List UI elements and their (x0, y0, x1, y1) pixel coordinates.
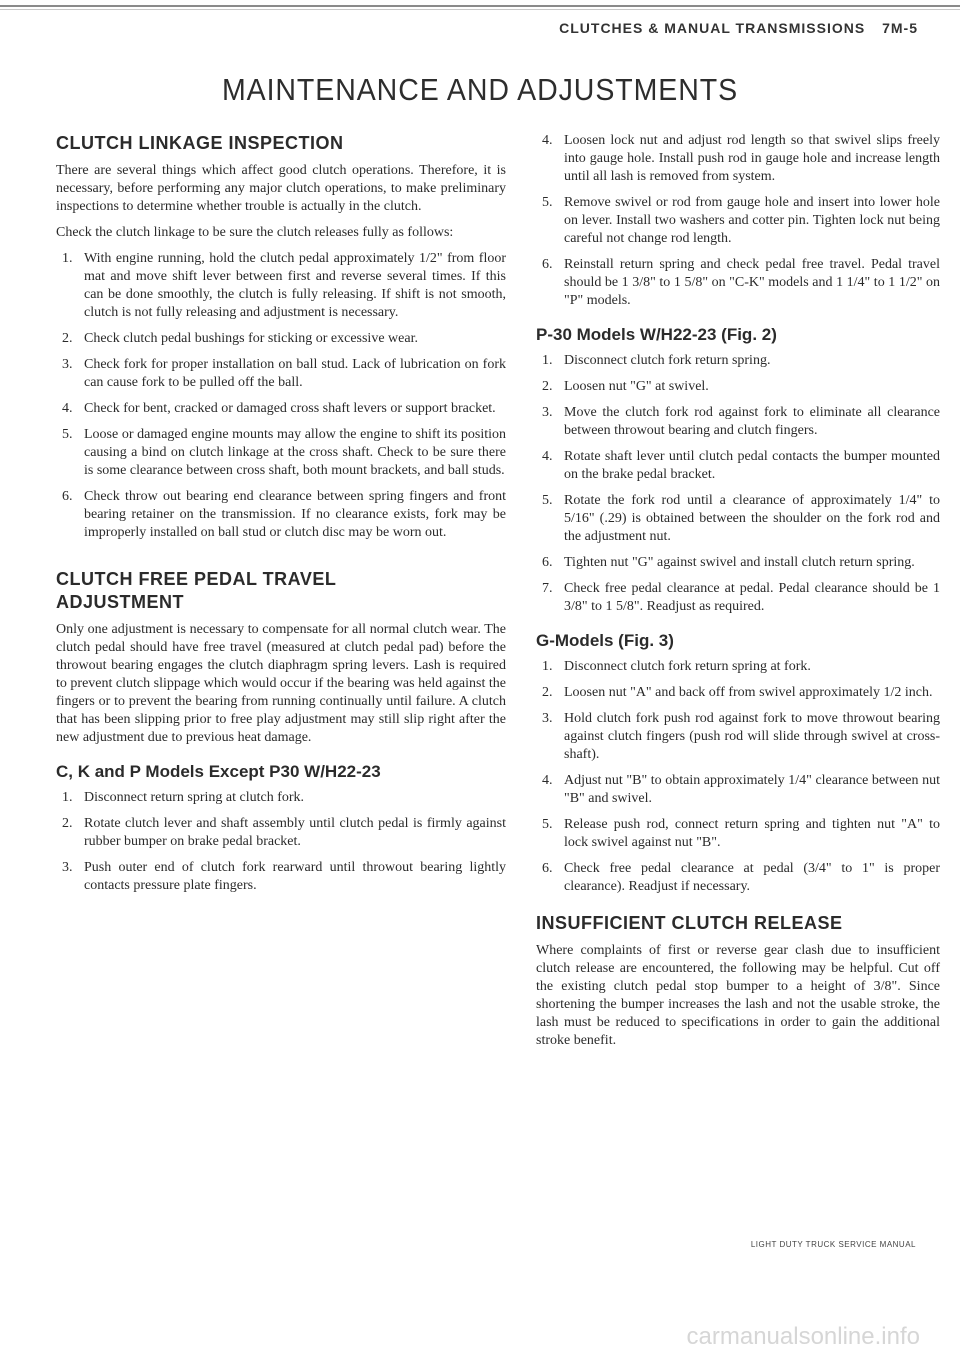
item-text: Check clutch pedal bushings for sticking or excessive wear. (84, 331, 418, 346)
list-item (56, 815, 506, 851)
item-number: 6. (542, 861, 553, 876)
item-number: 4. (542, 449, 553, 464)
heading-insufficient-clutch-release: INSUFFICIENT CLUTCH RELEASE (536, 913, 843, 933)
top-rule-secondary (0, 9, 960, 10)
item-number: 1. (542, 353, 553, 368)
list-item (56, 356, 506, 392)
heading-ckp-models: C, K and P Models Except P30 W/H22-23 (56, 762, 381, 781)
list-item (56, 859, 506, 895)
item-number: 2. (542, 379, 553, 394)
list-item (536, 352, 940, 370)
list-item (536, 256, 940, 310)
list-item (56, 250, 506, 322)
item-text: Check throw out bearing end clearance between spring fingers and front bearing retainer on the transmission. If no clearance exists, fork may be improperly installed on ball stud or clutch disc may be worn out. (84, 489, 506, 540)
item-text: Check fork for proper installation on ball stud. Lack of lubrication on fork can cause fork to be pulled off the ball. (84, 357, 506, 390)
item-text: Reinstall return spring and check pedal free travel. Pedal travel should be 1 3/8" to 1 5/8" on "C-K" models and 1 1/4" to 1 1/2" on "P" models. (564, 257, 940, 308)
item-number: 1. (62, 251, 73, 266)
item-number: 2. (62, 331, 73, 346)
item-text: Tighten nut "G" against swivel and install clutch return spring. (564, 555, 915, 570)
page-title: MAINTENANCE AND ADJUSTMENTS (221, 72, 739, 107)
list-item (536, 772, 940, 808)
list-item (536, 132, 940, 186)
item-text: Disconnect return spring at clutch fork. (84, 790, 305, 805)
item-number: 4. (542, 773, 553, 788)
item-text: Rotate the fork rod until a clearance of approximately 1/4" to 5/16" (.29) is obtained between the shoulder on the fork rod and the adjustment nut. (564, 493, 940, 544)
item-text: Disconnect clutch fork return spring. (564, 353, 771, 368)
item-text: Release push rod, connect return spring and tighten nut "A" to lock swivel against nut "B". (564, 817, 940, 850)
list-item (536, 554, 940, 572)
item-text: Disconnect clutch fork return spring at fork. (564, 659, 811, 674)
item-text: Rotate clutch lever and shaft assembly until clutch pedal is firmly against rubber bumper on brake pedal bracket. (84, 816, 506, 849)
g-model-steps (536, 658, 940, 896)
item-number: 4. (542, 133, 553, 148)
item-number: 3. (62, 357, 73, 372)
list-item (536, 684, 940, 702)
watermark: carmanualsonline.info (686, 1323, 920, 1350)
item-text: Move the clutch fork rod against fork to eliminate all clearance between throwout bearing and clutch fingers. (564, 405, 940, 438)
item-text: Loose or damaged engine mounts may allow the engine to shift its position causing a bind on clutch linkage at the cross shaft. Check to be sure there is some clearance between cross shaft, both mount brackets, and ball studs. (84, 427, 506, 478)
item-number: 5. (62, 427, 73, 442)
item-number: 1. (62, 790, 73, 805)
item-number: 3. (542, 405, 553, 420)
list-item (536, 448, 940, 484)
left-column (56, 132, 506, 903)
item-text: Check for bent, cracked or damaged cross shaft levers or support bracket. (84, 401, 496, 416)
page-number: 7M-5 (882, 20, 918, 36)
right-column (536, 132, 940, 1058)
list-item (536, 194, 940, 248)
running-header (559, 20, 918, 36)
item-number: 5. (542, 195, 553, 210)
list-item (536, 710, 940, 764)
list-item (536, 580, 940, 616)
item-number: 4. (62, 401, 73, 416)
list-item (56, 330, 506, 348)
section-title: CLUTCHES & MANUAL TRANSMISSIONS (559, 20, 866, 36)
paragraph: Check the clutch linkage to be sure the clutch releases fully as follows: (56, 225, 454, 240)
item-number: 6. (62, 489, 73, 504)
paragraph: Only one adjustment is necessary to compensate for all normal clutch wear. The clutch pedal should have free travel (measured at clutch pedal pad) before the throwout bearing engages the clutch diaphragm spring levers. Lash is required to prevent clutch slippage which would occur if the bearing was held against the fingers or to prevent the bearing from running continually until failure. A clutch that has been slipping prior to free play adjustment may still slip right after the new adjustment due to previous heat damage. (56, 622, 506, 745)
list-item (536, 378, 940, 396)
heading-p30-models: P-30 Models W/H22-23 (Fig. 2) (536, 325, 777, 344)
item-text: With engine running, hold the clutch pedal approximately 1/2" from floor mat and move shift lever between first and reverse several times. If this can be done smoothly, the clutch is fully releasing. If shift is not smooth, clutch is not fully releasing and adjustment is necessary. (84, 251, 506, 320)
list-item (536, 404, 940, 440)
item-text: Check free pedal clearance at pedal (3/4" to 1" is proper clearance). Readjust if necessary. (564, 861, 940, 894)
item-text: Check free pedal clearance at pedal. Pedal clearance should be 1 3/8" to 1 5/8". Readjust as required. (564, 581, 940, 614)
list-item (536, 816, 940, 852)
item-text: Adjust nut "B" to obtain approximately 1/4" clearance between nut "B" and swivel. (564, 773, 940, 806)
item-number: 5. (542, 493, 553, 508)
heading-clutch-free-pedal-travel: CLUTCH FREE PEDAL TRAVEL (56, 569, 337, 589)
item-text: Loosen nut "A" and back off from swivel approximately 1/2 inch. (564, 685, 933, 700)
top-rule (0, 5, 960, 7)
list-item (536, 492, 940, 546)
item-number: 1. (542, 659, 553, 674)
heading-adjustment: ADJUSTMENT (56, 592, 185, 612)
p30-steps (536, 352, 940, 616)
item-text: Remove swivel or rod from gauge hole and insert into lower hole on lever. Install two washers and cotter pin. Tighten lock nut being careful not change rod length. (564, 195, 940, 246)
paragraph: There are several things which affect good clutch operations. Therefore, it is necessary, before performing any major clutch operations, to make preliminary inspections to determine whether trouble is actually in the clutch. (56, 163, 506, 214)
list-item (56, 426, 506, 480)
item-text: Rotate shaft lever until clutch pedal contacts the bumper mounted on the brake pedal bracket. (564, 449, 940, 482)
item-number: 5. (542, 817, 553, 832)
footer-manual-title: LIGHT DUTY TRUCK SERVICE MANUAL (750, 1240, 916, 1249)
heading-g-models: G-Models (Fig. 3) (536, 631, 674, 650)
item-number: 6. (542, 257, 553, 272)
list-item (56, 400, 506, 418)
ckp-steps (56, 789, 506, 895)
item-number: 6. (542, 555, 553, 570)
list-item (536, 658, 940, 676)
item-number: 3. (62, 860, 73, 875)
item-number: 2. (542, 685, 553, 700)
list-item (56, 488, 506, 542)
item-text: Push outer end of clutch fork rearward until throwout bearing lightly contacts pressure plate fingers. (84, 860, 506, 893)
list-item (56, 789, 506, 807)
item-number: 7. (542, 581, 553, 596)
item-text: Hold clutch fork push rod against fork to move throwout bearing against clutch fingers (push rod will slide through swivel at cross-shaft). (564, 711, 940, 762)
item-text: Loosen lock nut and adjust rod length so that swivel slips freely into gauge hole. Install push rod in gauge hole and increase length until all lash is removed from system. (564, 133, 940, 184)
item-text: Loosen nut "G" at swivel. (564, 379, 709, 394)
list-item (536, 860, 940, 896)
paragraph: Where complaints of first or reverse gear clash due to insufficient clutch release are encountered, the following may be helpful. Cut off the existing clutch pedal stop bumper to a height of 3/8". Since shortening the bumper increases the lash and not the usable stroke, the lash must be reduced to specifications in order to gain the additional stroke benefit. (536, 943, 940, 1048)
item-number: 2. (62, 816, 73, 831)
inspection-steps (56, 250, 506, 542)
ckp-steps-continued (536, 132, 940, 310)
heading-clutch-linkage-inspection: CLUTCH LINKAGE INSPECTION (56, 133, 344, 153)
item-number: 3. (542, 711, 553, 726)
